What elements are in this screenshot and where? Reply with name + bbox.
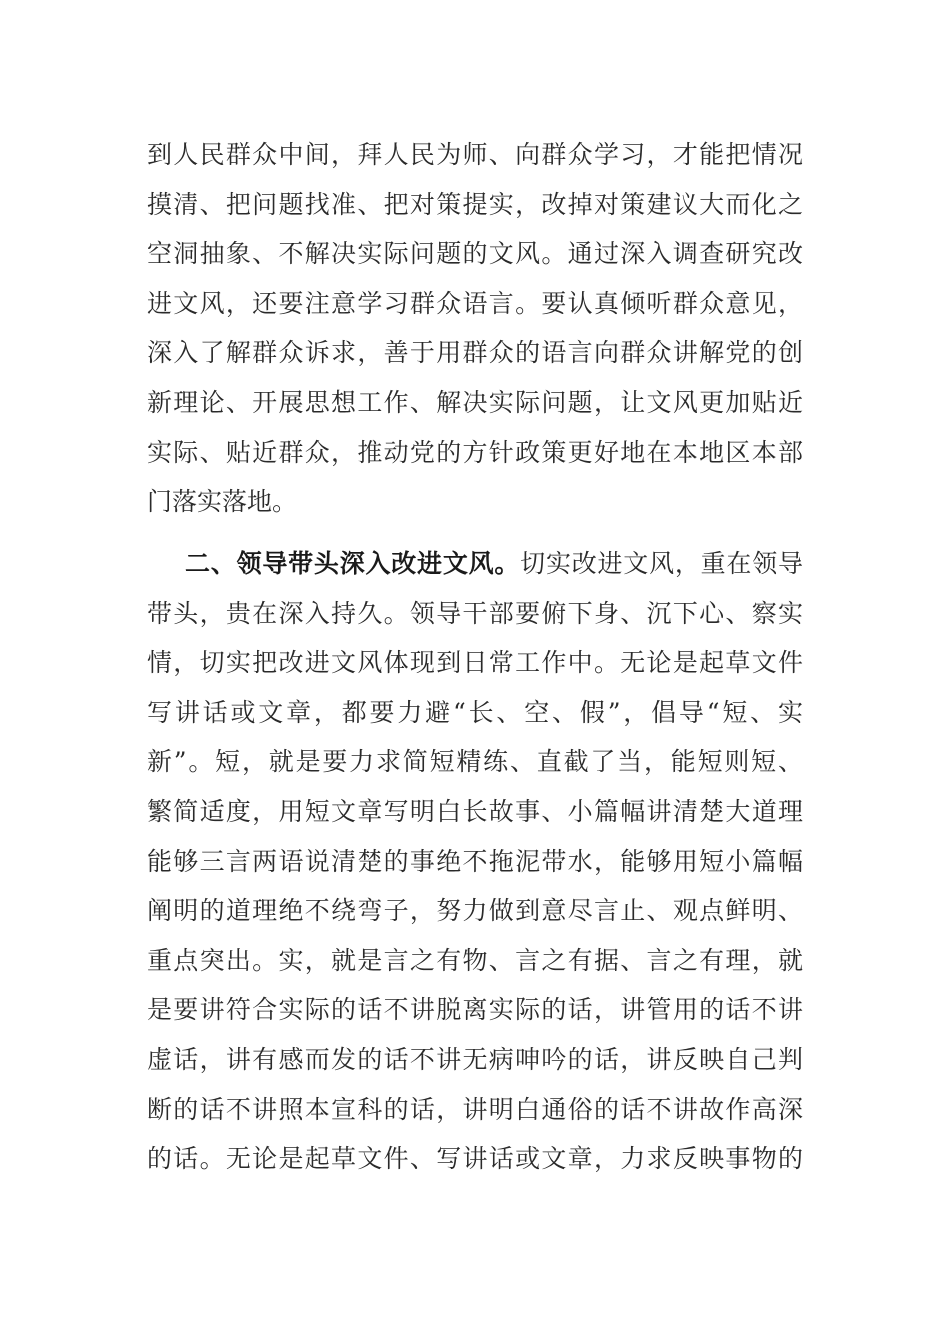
text-line: 新”。短，就是要力求简短精练、直截了当，能短则短、 <box>147 747 803 777</box>
text-line: 写讲话或文章，都要力避“长、空、假”，倡导“短、实 <box>147 697 803 727</box>
text-line: 进文风，还要注意学习群众语言。要认真倾听群众意见， <box>147 288 803 318</box>
text-line: 深入了解群众诉求，善于用群众的语言向群众讲解党的创 <box>147 338 803 368</box>
text-line: 门落实落地。 <box>147 487 298 517</box>
text-line: 新理论、开展思想工作、解决实际问题，让文风更加贴近 <box>147 388 803 417</box>
text-line: 重点突出。实，就是言之有物、言之有据、言之有理，就 <box>147 945 803 975</box>
text-line: 的话。无论是起草文件、写讲话或文章，力求反映事物的 <box>147 1144 803 1174</box>
text-line: 到人民群众中间，拜人民为师、向群众学习，才能把情况 <box>147 140 803 169</box>
text-line: 能够三言两语说清楚的事绝不拖泥带水，能够用短小篇幅 <box>147 846 803 876</box>
text-line: 断的话不讲照本宣科的话，讲明白通俗的话不讲故作高深 <box>147 1094 803 1124</box>
section-heading: 二、领导带头深入改进文风。 <box>185 549 521 578</box>
text-line: 实际、贴近群众，推动党的方针政策更好地在本地区本部 <box>147 437 803 467</box>
text-line: 摸清、把问题找准、把对策提实，改掉对策建议大而化之 <box>147 189 803 219</box>
text-line: 带头，贵在深入持久。领导干部要俯下身、沉下心、察实 <box>147 598 803 628</box>
paragraph-text: 切实改进文风，重在领导 <box>520 549 803 578</box>
text-line: 繁简适度，用短文章写明白长故事、小篇幅讲清楚大道理 <box>147 797 803 826</box>
paragraph-2-first-line <box>185 547 803 581</box>
text-line: 阐明的道理绝不绕弯子，努力做到意尽言止、观点鲜明、 <box>147 896 803 926</box>
text-line: 是要讲符合实际的话不讲脱离实际的话，讲管用的话不讲 <box>147 995 803 1025</box>
text-line: 情，切实把改进文风体现到日常工作中。无论是起草文件 <box>147 648 803 678</box>
text-line: 空洞抽象、不解决实际问题的文风。通过深入调查研究改 <box>147 239 803 269</box>
text-line: 虚话，讲有感而发的话不讲无病呻吟的话，讲反映自己判 <box>147 1045 803 1074</box>
